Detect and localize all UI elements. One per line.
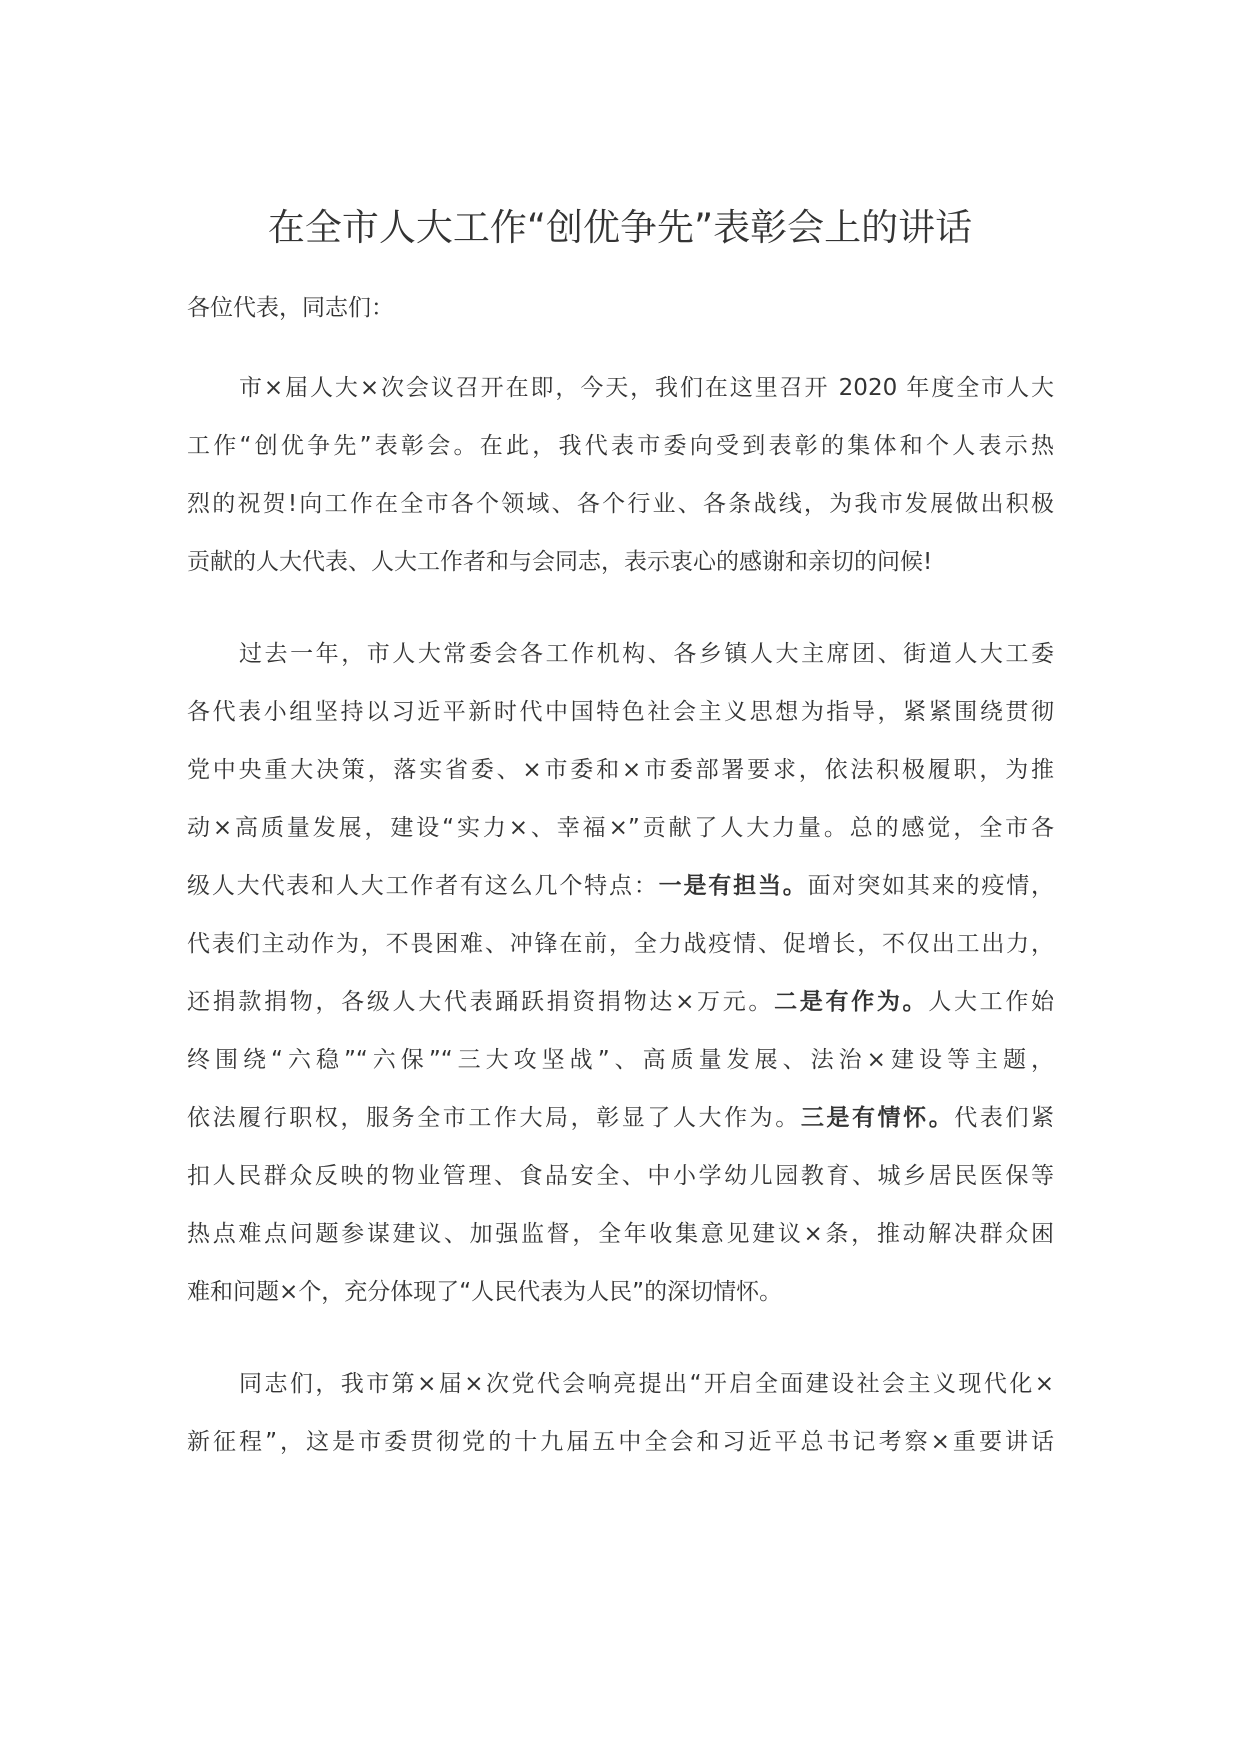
point-1-text-end: 还捐款捐物，各级人大代表踊跃捐资捐物达×万元。 [187, 989, 775, 1015]
paragraph-2-line-12: 难和问题×个，充分体现了“人民代表为人民”的深切情怀。 [187, 1279, 783, 1305]
paragraph-1-line-3: 烈的祝贺!向工作在全市各个领域、各个行业、各条战线，为我市发展做出积极 [187, 491, 1054, 517]
paragraph-2-line-10: 扣人民群众反映的物业管理、食品安全、中小学幼儿园教育、城乡居民医保等 [187, 1163, 1054, 1189]
paragraph-3-line-1: 同志们，我市第×届×次党代会响亮提出“开启全面建设社会主义现代化× [239, 1371, 1054, 1397]
paragraph-2-line-6: 代表们主动作为，不畏困难、冲锋在前，全力战疫情、促增长，不仅出工出力， [187, 931, 1054, 957]
paragraph-2-line-8: 终围绕“六稳”“六保”“三大攻坚战”、高质量发展、法治×建设等主题， [187, 1047, 1054, 1073]
paragraph-2-line-5 [187, 869, 1054, 903]
paragraph-1-line-1: 市×届人大×次会议召开在即，今天，我们在这里召开 2020 年度全市人大 [239, 375, 1054, 401]
paragraph-1-line-2: 工作“创优争先”表彰会。在此，我代表市委向受到表彰的集体和个人表示热 [187, 433, 1054, 459]
point-3-text-start: 代表们紧 [954, 1105, 1055, 1131]
point-2-heading: 二是有作为。 [774, 989, 929, 1015]
point-3-heading: 三是有情怀。 [800, 1105, 955, 1131]
salutation: 各位代表，同志们： [187, 295, 394, 321]
paragraph-2-line-9 [187, 1101, 1054, 1135]
paragraph-1-line-4: 贡献的人大代表、人大工作者和与会同志，表示衷心的感谢和亲切的问候! [187, 549, 933, 575]
point-1-heading: 一是有担当。 [658, 873, 808, 899]
document-title: 在全市人大工作“创优争先”表彰会上的讲话 [267, 206, 973, 249]
point-2-text-end: 依法履行职权，服务全市工作大局，彰显了人大作为。 [187, 1105, 801, 1131]
paragraph-2-line-2: 各代表小组坚持以习近平新时代中国特色社会主义思想为指导，紧紧围绕贯彻 [187, 699, 1054, 725]
paragraph-2-line-4: 动×高质量发展，建设“实力×、幸福×”贡献了人大力量。总的感觉，全市各 [187, 815, 1054, 841]
point-1-text-start: 面对突如其来的疫情， [807, 873, 1055, 899]
paragraph-2-line-11: 热点难点问题参谋建议、加强监督，全年收集意见建议×条，推动解决群众困 [187, 1221, 1054, 1247]
paragraph-3-line-2: 新征程”，这是市委贯彻党的十九届五中全会和习近平总书记考察×重要讲话 [187, 1429, 1054, 1455]
paragraph-2-line-3: 党中央重大决策，落实省委、×市委和×市委部署要求，依法积极履职，为推 [187, 757, 1054, 783]
paragraph-2-line-1: 过去一年，市人大常委会各工作机构、各乡镇人大主席团、街道人大工委 [239, 641, 1054, 667]
features-intro: 级人大代表和人大工作者有这么几个特点： [187, 873, 659, 899]
paragraph-2-line-7 [187, 985, 1054, 1019]
point-2-text-start: 人大工作始 [928, 989, 1055, 1015]
